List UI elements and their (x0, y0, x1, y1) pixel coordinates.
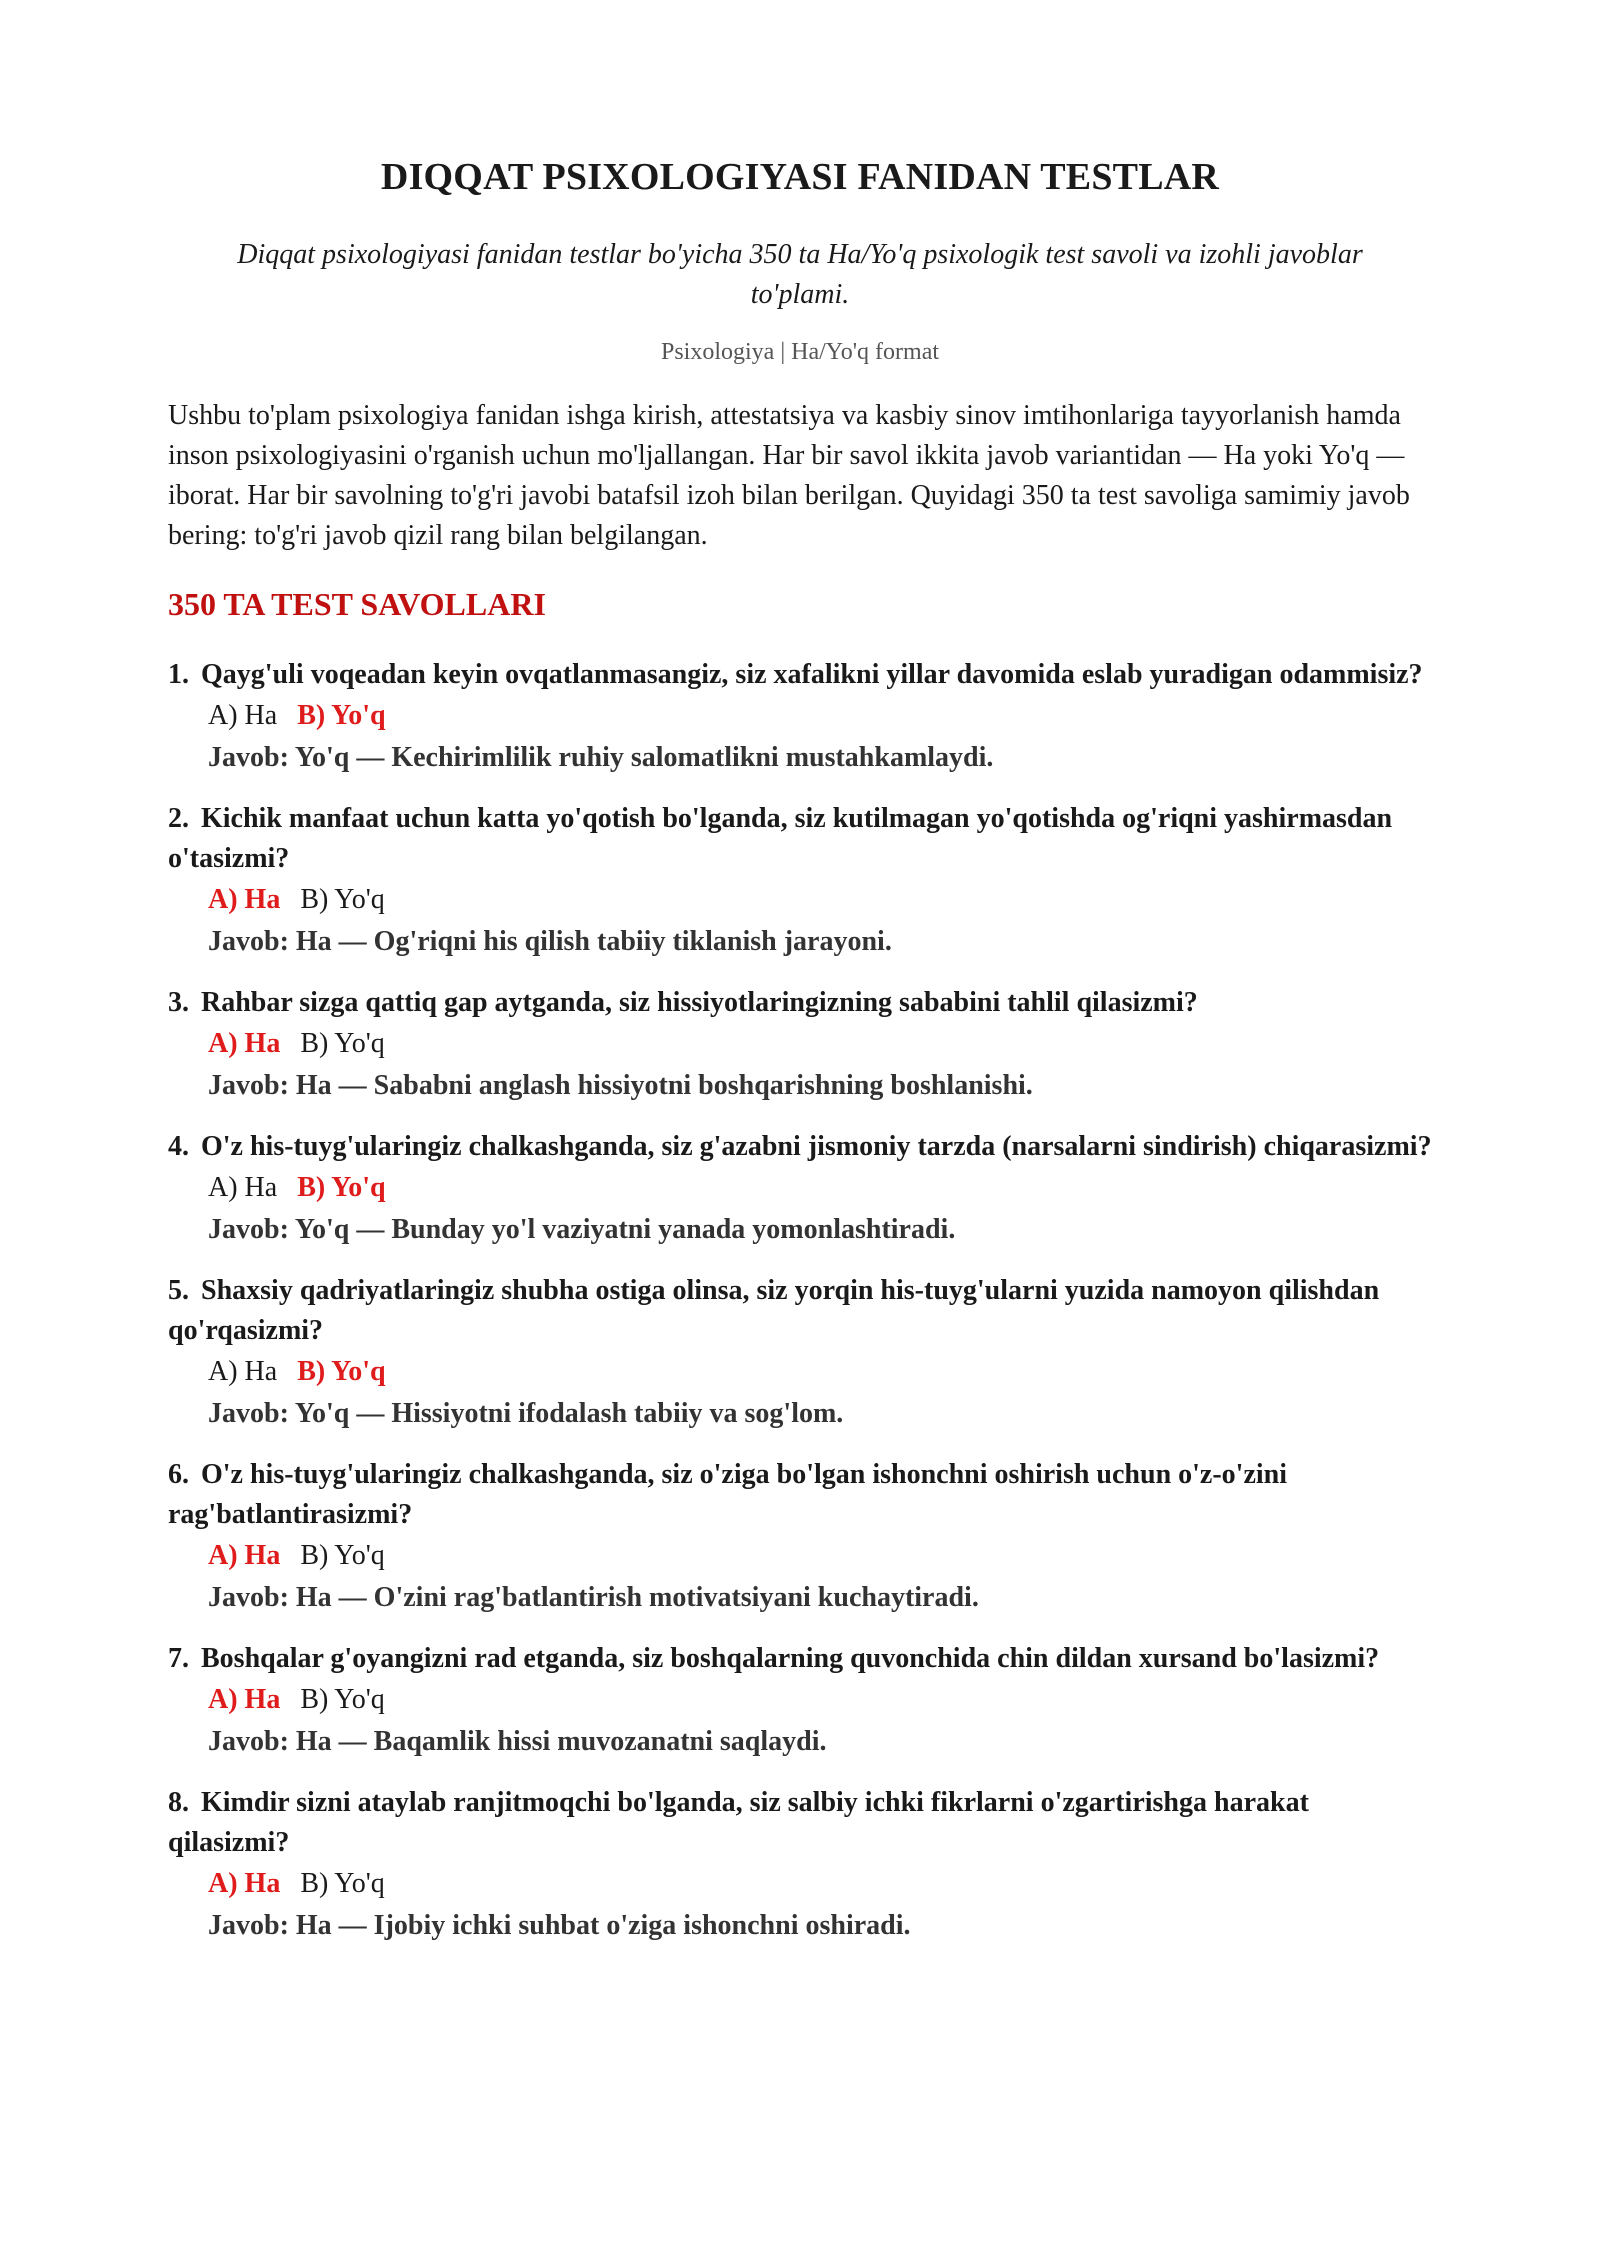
question-item (168, 799, 1432, 963)
answer-explanation: Javob: Yo'q — Hissiyotni ifodalash tabiiy va sog'lom. (208, 1398, 844, 1429)
document-title: DIQQAT PSIXOLOGIYASI FANIDAN TESTLAR (380, 156, 1220, 198)
question-number: 1. (168, 659, 189, 690)
question-number: 7. (168, 1643, 189, 1674)
option-a: A) Ha (208, 1172, 278, 1203)
question-item (168, 1271, 1432, 1435)
answer-options (168, 695, 1432, 737)
option-b: B) Yo'q (300, 1868, 385, 1899)
question-item (168, 1639, 1432, 1763)
answer-options (168, 1023, 1432, 1065)
answer-options (168, 1863, 1432, 1905)
question-item (168, 1455, 1432, 1619)
answer-options (168, 1351, 1432, 1393)
question-body: O'z his-tuyg'ularingiz chalkashganda, siz o'ziga bo'lgan ishonchni oshirish uchun o'z-o'zini rag'batlantirasizmi? (168, 1459, 1288, 1530)
question-number: 2. (168, 803, 189, 834)
option-a: A) Ha (208, 1540, 281, 1571)
document-meta: Psixologiya | Ha/Yo'q format (660, 339, 940, 365)
option-b: B) Yo'q (300, 1540, 385, 1571)
question-text (168, 799, 1432, 879)
question-text (168, 1639, 1432, 1679)
answer-options (168, 1679, 1432, 1721)
question-body: Kimdir sizni ataylab ranjitmoqchi bo'lganda, siz salbiy ichki fikrlarni o'zgartirishga harakat qilasizmi? (168, 1787, 1309, 1858)
option-b: B) Yo'q (297, 700, 386, 731)
question-body: Boshqalar g'oyangizni rad etganda, siz boshqalarning quvonchida chin dildan xursand bo'lasizmi? (201, 1643, 1380, 1674)
question-body: Kichik manfaat uchun katta yo'qotish bo'lganda, siz kutilmagan yo'qotishda og'riqni yashirmasdan o'tasizmi? (168, 803, 1393, 874)
question-number: 4. (168, 1131, 189, 1162)
question-text (168, 1127, 1432, 1167)
answer-options (168, 1167, 1432, 1209)
question-body: Qayg'uli voqeadan keyin ovqatlanmasangiz, siz xafalikni yillar davomida eslab yuradigan odammisiz? (201, 659, 1423, 690)
question-text (168, 1455, 1432, 1535)
option-b: B) Yo'q (297, 1356, 386, 1387)
answer-options (168, 1535, 1432, 1577)
option-b: B) Yo'q (297, 1172, 386, 1203)
question-text (168, 655, 1432, 695)
intro-paragraph: Ushbu to'plam psixologiya fanidan ishga kirish, attestatsiya va kasbiy sinov imtihonlariga tayyorlanish hamda inson psixologiyasini o'rganish uchun mo'ljallangan. Har bir savol ikkita javob variantidan — Ha yoki Yo'q — iborat. Har bir savolning to'g'ri javobi batafsil izoh bilan berilgan. Quyidagi 350 ta test savoliga samimiy javob bering: to'g'ri javob qizil rang bilan belgilangan. (168, 400, 1410, 551)
question-list (168, 655, 1432, 1947)
answer-explanation: Javob: Ha — Ijobiy ichki suhbat o'ziga ishonchni oshiradi. (208, 1910, 911, 1941)
question-number: 6. (168, 1459, 189, 1490)
option-a: A) Ha (208, 1684, 281, 1715)
option-b: B) Yo'q (300, 1684, 385, 1715)
option-a: A) Ha (208, 1868, 281, 1899)
question-text (168, 1271, 1432, 1351)
option-a: A) Ha (208, 1356, 278, 1387)
question-item (168, 1127, 1432, 1251)
option-b: B) Yo'q (300, 1028, 385, 1059)
option-a: A) Ha (208, 1028, 281, 1059)
question-number: 8. (168, 1787, 189, 1818)
question-item (168, 1783, 1432, 1947)
answer-explanation: Javob: Yo'q — Bunday yo'l vaziyatni yanada yomonlashtiradi. (208, 1214, 956, 1245)
answer-explanation: Javob: Ha — O'zini rag'batlantirish motivatsiyani kuchaytiradi. (208, 1582, 979, 1613)
question-number: 5. (168, 1275, 189, 1306)
question-item (168, 655, 1432, 779)
question-number: 3. (168, 987, 189, 1018)
question-text (168, 983, 1432, 1023)
question-item (168, 983, 1432, 1107)
answer-explanation: Javob: Ha — Og'riqni his qilish tabiiy tiklanish jarayoni. (208, 926, 892, 957)
option-a: A) Ha (208, 700, 278, 731)
question-body: Rahbar sizga qattiq gap aytganda, siz hissiyotlaringizning sababini tahlil qilasizmi? (201, 987, 1198, 1018)
question-body: Shaxsiy qadriyatlaringiz shubha ostiga olinsa, siz yorqin his-tuyg'ularni yuzida namoyon qilishdan qo'rqasizmi? (168, 1275, 1380, 1346)
document-subtitle: Diqqat psixologiyasi fanidan testlar bo'yicha 350 ta Ha/Yo'q psixologik test savoli va izohli javoblar to'plami. (237, 239, 1363, 310)
option-b: B) Yo'q (300, 884, 385, 915)
answer-options (168, 879, 1432, 921)
section-heading: 350 TA TEST SAVOLLARI (168, 586, 546, 622)
answer-explanation: Javob: Yo'q — Kechirimlilik ruhiy salomatlikni mustahkamlaydi. (208, 742, 994, 773)
question-body: O'z his-tuyg'ularingiz chalkashganda, siz g'azabni jismoniy tarzda (narsalarni sindirish) chiqarasizmi? (201, 1131, 1432, 1162)
question-text (168, 1783, 1432, 1863)
answer-explanation: Javob: Ha — Baqamlik hissi muvozanatni saqlaydi. (208, 1726, 827, 1757)
answer-explanation: Javob: Ha — Sababni anglash hissiyotni boshqarishning boshlanishi. (208, 1070, 1033, 1101)
option-a: A) Ha (208, 884, 281, 915)
